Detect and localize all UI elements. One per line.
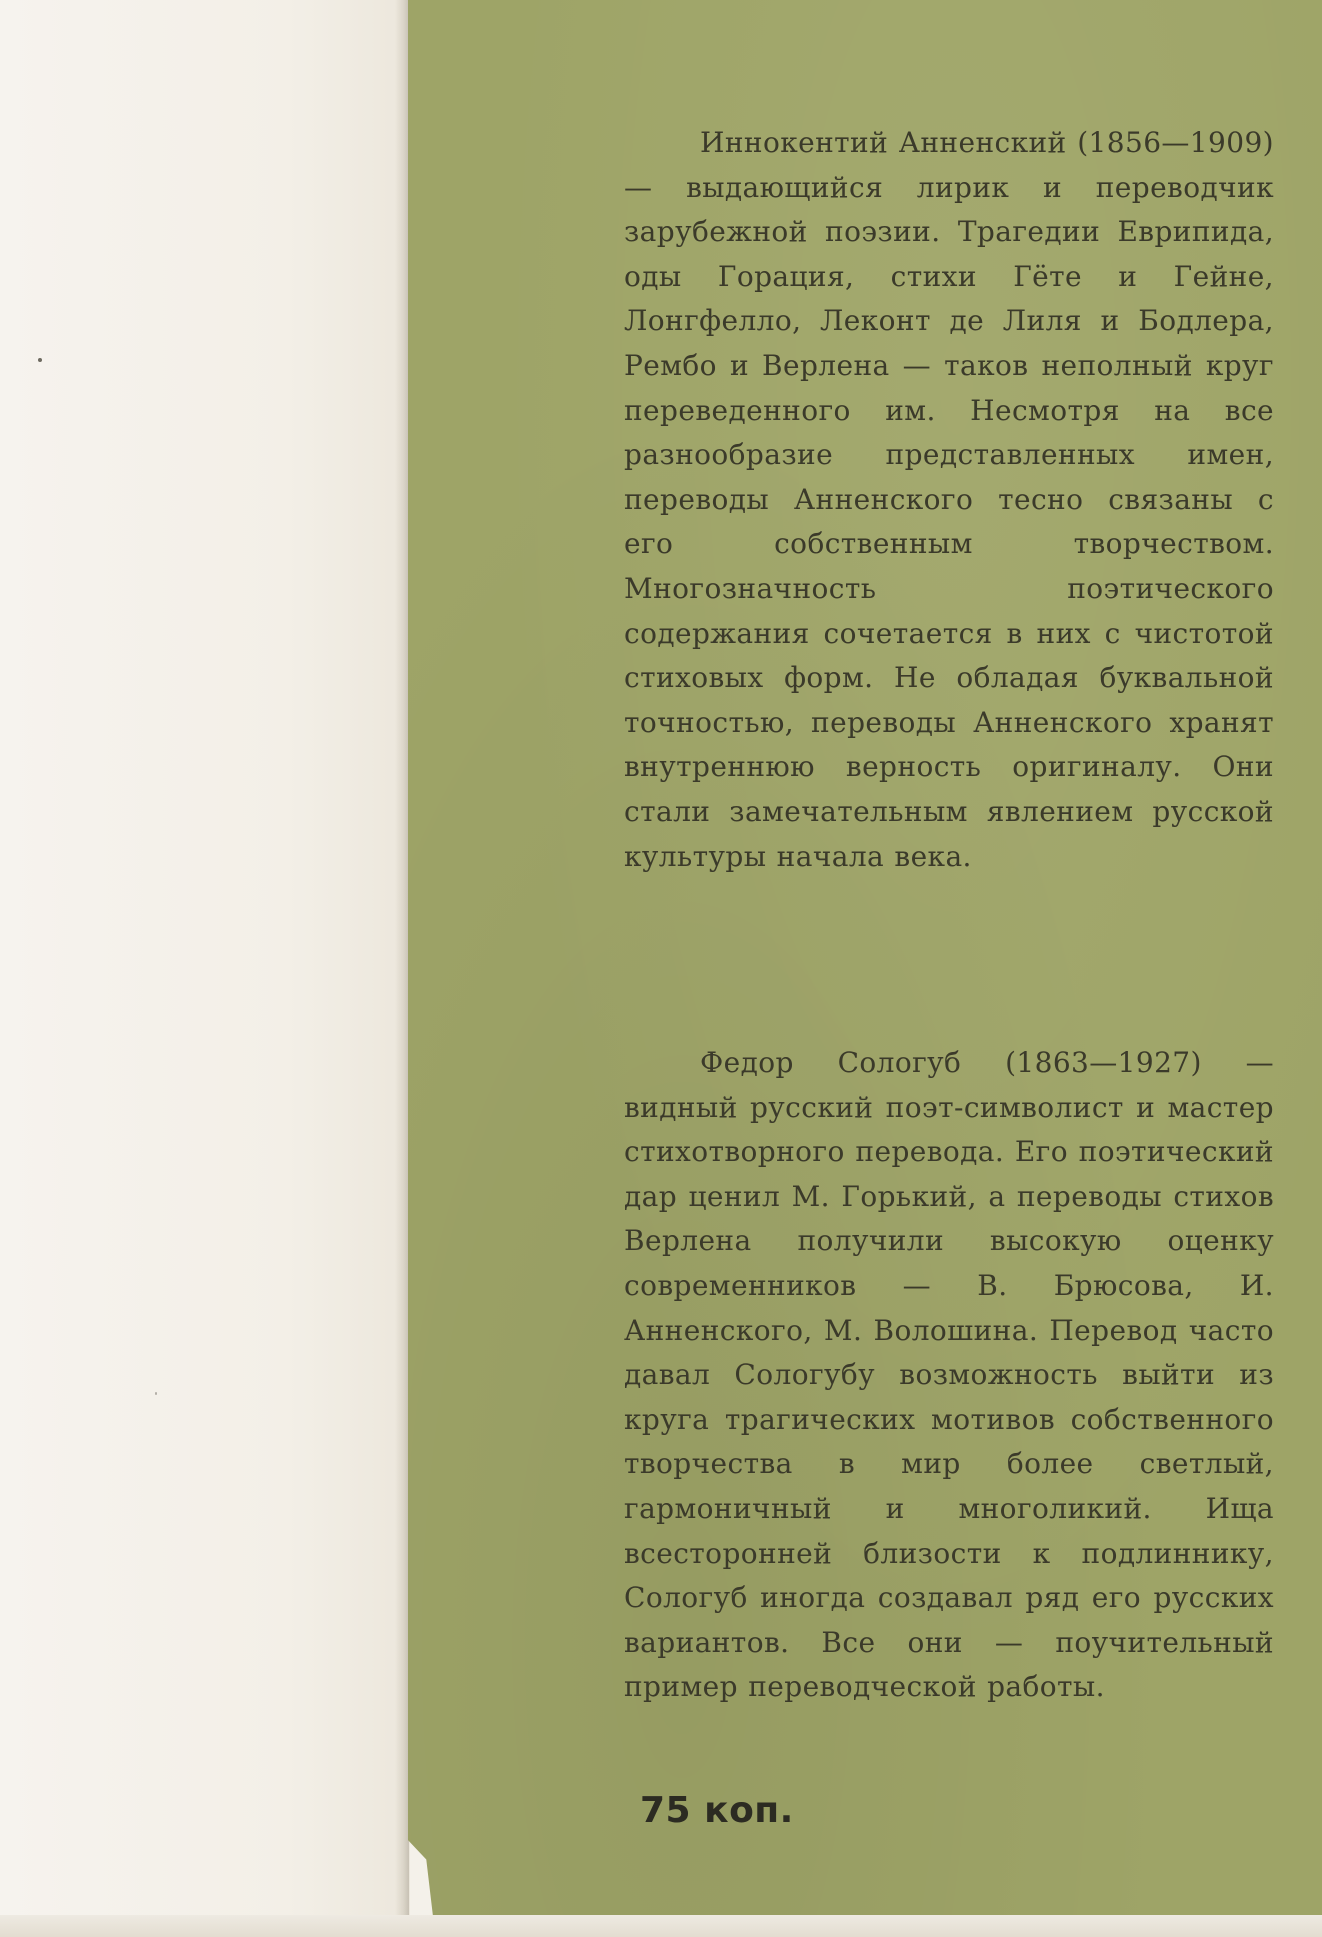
white-page-edge [0, 0, 410, 1937]
page-shadow [395, 0, 409, 1937]
paper-speck [155, 1392, 157, 1395]
paper-speck [38, 358, 42, 362]
bottom-paper-strip [0, 1915, 1322, 1937]
annensky-annotation: Иннокентий Анненский (1856—1909) — выдающийся лирик и переводчик зарубежной поэзии. Трагедии Еврипида, оды Горация, стихи Гёте и Гейне, Лонгфелло, Леконт де Лиля и Бодлера, Рембо и Верлена — таков неполный круг переведенного им. Несмотря на все разнообразие представленных имен, переводы Анненского тесно связаны с его собственным творчеством. Многозначность поэтического содержания сочетается в них с чистотой стиховых форм. Не обладая буквальной точностью, переводы Анненского хранят внутреннюю верность оригиналу. Они стали замечательным явлением русской культуры начала века. [624, 126, 1274, 873]
sologub-annotation: Федор Сологуб (1863—1927) — видный русский поэт-символист и мастер стихотворного перевода. Его поэтический дар ценил М. Горький, а переводы стихов Верлена получили высокую оценку современников — В. Брюсова, И. Анненского, М. Волошина. Перевод часто давал Сологубу возможность выйти из круга трагических мотивов собственного творчества в мир более светлый, гармоничный и многоликий. Ища всесторонней близости к подлиннику, Сологуб иногда создавал ряд его русских вариантов. Все они — поучительный пример переводческой работы. [624, 1046, 1274, 1704]
price-label: 75 коп. [640, 1790, 794, 1831]
